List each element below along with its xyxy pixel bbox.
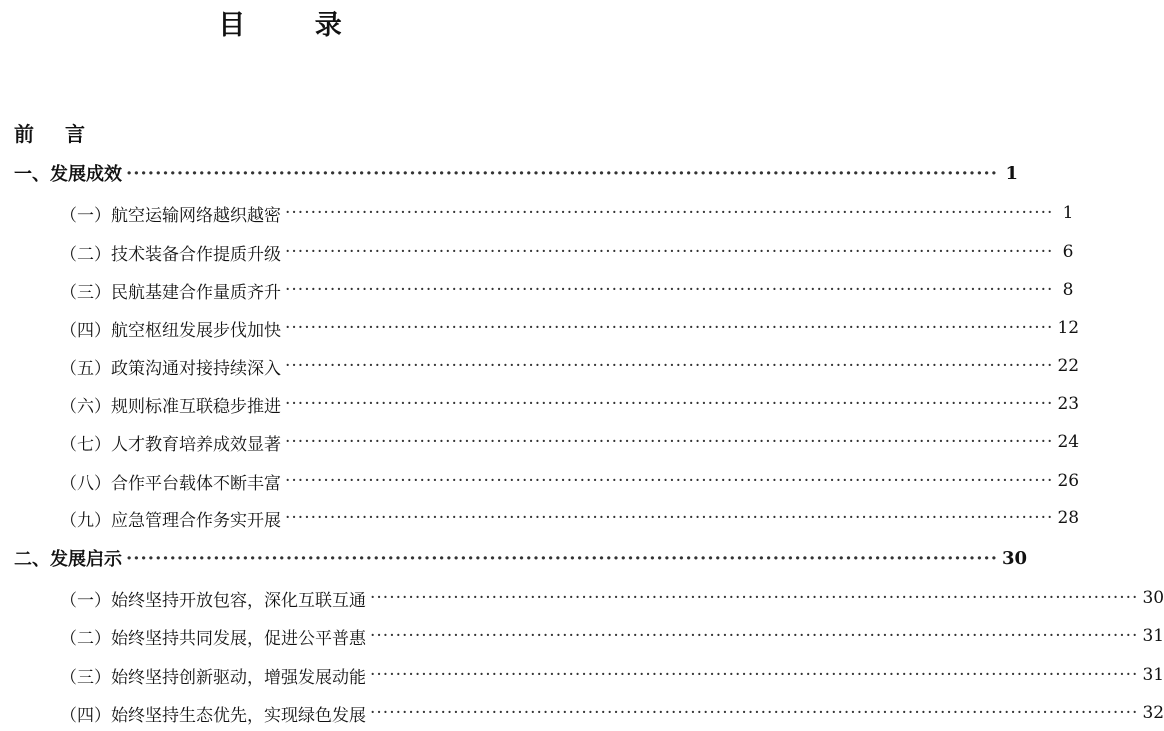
page-title bbox=[0, 0, 560, 44]
toc-page-number: 8 bbox=[1062, 280, 1074, 300]
toc-dot-leader: ························································································································ bbox=[285, 242, 1054, 262]
toc-page-number: 12 bbox=[1057, 318, 1080, 338]
toc-page-number: 30 bbox=[1142, 588, 1164, 608]
toc-subsection-entry[interactable] bbox=[0, 198, 1074, 228]
toc-subsection-entry[interactable] bbox=[0, 503, 1080, 533]
toc-page-number: 22 bbox=[1057, 356, 1080, 376]
toc-dot-leader: ························································································································ bbox=[126, 162, 998, 184]
toc-section-entry[interactable] bbox=[0, 543, 1028, 573]
toc-dot-leader: ························································································································ bbox=[285, 508, 1054, 528]
toc-entry-label: （一）航空运输网络越织越密 bbox=[60, 205, 281, 226]
toc-page-number: 6 bbox=[1062, 242, 1074, 262]
toc-dot-leader: ························································································································ bbox=[285, 280, 1054, 300]
toc-dot-leader: ························································································································ bbox=[285, 356, 1054, 376]
toc-page-number: 1 bbox=[1005, 162, 1018, 184]
toc-page-number: 23 bbox=[1057, 394, 1080, 414]
toc-dot-leader: ························································································································ bbox=[370, 703, 1139, 723]
toc-dot-leader: ························································································································ bbox=[285, 394, 1054, 414]
toc-entry-label: （六）规则标准互联稳步推进 bbox=[60, 396, 281, 417]
toc-entry-preface[interactable]: 前 言 bbox=[14, 122, 97, 146]
toc-page-number: 28 bbox=[1057, 508, 1080, 528]
toc-dot-leader: ························································································································ bbox=[285, 471, 1054, 491]
toc-subsection-entry[interactable] bbox=[0, 275, 1074, 305]
toc-page-number: 32 bbox=[1142, 703, 1164, 723]
toc-entry-label: （九）应急管理合作务实开展 bbox=[60, 510, 281, 531]
toc-subsection-entry[interactable] bbox=[0, 583, 1164, 613]
toc-subsection-entry[interactable] bbox=[0, 698, 1164, 728]
toc-page-number: 26 bbox=[1057, 471, 1080, 491]
toc-entry-label: （三）始终坚持创新驱动，增强发展动能 bbox=[60, 667, 366, 688]
toc-subsection-entry[interactable] bbox=[0, 427, 1080, 457]
toc-subsection-entry[interactable] bbox=[0, 466, 1080, 496]
toc-page-number: 24 bbox=[1057, 432, 1080, 452]
toc-subsection-entry[interactable] bbox=[0, 660, 1164, 690]
toc-entry-label: （七）人才教育培养成效显著 bbox=[60, 434, 281, 455]
toc-subsection-entry[interactable] bbox=[0, 237, 1074, 267]
toc-dot-leader: ························································································································ bbox=[285, 318, 1054, 338]
toc-entry-label: （三）民航基建合作量质齐升 bbox=[60, 282, 281, 303]
toc-entry-label: （四）始终坚持生态优先，实现绿色发展 bbox=[60, 705, 366, 726]
toc-entry-label: （二）技术装备合作提质升级 bbox=[60, 244, 281, 265]
toc-entry-label: 一、发展成效 bbox=[14, 164, 122, 185]
toc-subsection-entry[interactable] bbox=[0, 351, 1080, 381]
toc-page-number: 31 bbox=[1142, 665, 1164, 685]
toc-page-number: 31 bbox=[1142, 626, 1164, 646]
toc-subsection-entry[interactable] bbox=[0, 389, 1080, 419]
toc-subsection-entry[interactable] bbox=[0, 313, 1080, 343]
toc-entry-label: （八）合作平台载体不断丰富 bbox=[60, 473, 281, 494]
toc-dot-leader: ························································································································ bbox=[285, 432, 1054, 452]
toc-section-entry[interactable] bbox=[0, 158, 1018, 188]
toc-entry-label: （二）始终坚持共同发展，促进公平普惠 bbox=[60, 628, 366, 649]
toc-page-number: 1 bbox=[1062, 203, 1074, 223]
page-title-text: 目 录 bbox=[218, 9, 372, 41]
toc-dot-leader: ························································································································ bbox=[370, 665, 1139, 685]
toc-entry-label: 二、发展启示 bbox=[14, 549, 122, 570]
toc-entry-label: （一）始终坚持开放包容，深化互联互通 bbox=[60, 590, 366, 611]
toc-dot-leader: ························································································································ bbox=[370, 626, 1139, 646]
toc-subsection-entry[interactable] bbox=[0, 621, 1164, 651]
toc-dot-leader: ························································································································ bbox=[370, 588, 1139, 608]
toc-entry-label: （四）航空枢纽发展步伐加快 bbox=[60, 320, 281, 341]
toc-dot-leader: ························································································································ bbox=[285, 203, 1054, 223]
toc-entry-label: （五）政策沟通对接持续深入 bbox=[60, 358, 281, 379]
toc-dot-leader: ························································································································ bbox=[126, 547, 998, 569]
toc-page-number: 30 bbox=[1002, 547, 1028, 569]
